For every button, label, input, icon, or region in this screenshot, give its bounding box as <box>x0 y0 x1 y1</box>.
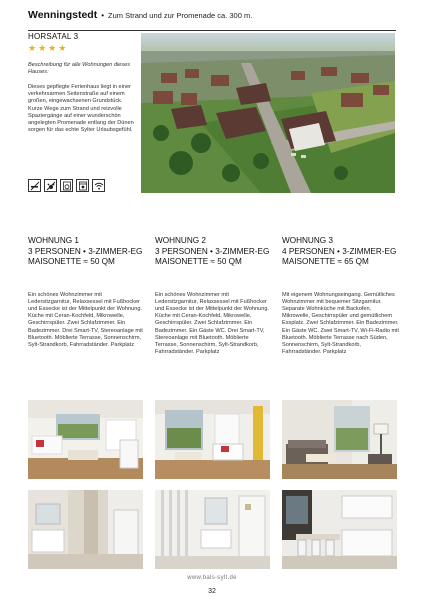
unit-3-kitchen-photo <box>282 490 397 569</box>
town-name: Wenningstedt <box>28 9 98 21</box>
aerial-photo <box>141 33 395 193</box>
dishwasher-icon <box>76 179 89 192</box>
star-rating <box>28 44 66 53</box>
unit-1-bathroom-photo <box>28 490 143 569</box>
star-icon: ★ <box>28 43 37 53</box>
unit-size: MAISONETTE ≈ 50 QM <box>28 257 115 266</box>
wifi-icon <box>92 179 105 192</box>
washing-machine-icon <box>60 179 73 192</box>
page-header <box>28 9 396 31</box>
unit-name: WOHNUNG 3 <box>282 236 333 245</box>
website-url: www.bals-sylt.de <box>187 575 237 581</box>
page-number: 32 <box>208 588 216 595</box>
unit-description: Mit eigenem Wohnungseingang. Gemütliches Wohnzimmer mit bequemer Sitzgarnitur. Separate Wohnküche mit Backofen, Mikrowelle, Geschirrspüler und gemütlichem Essplatz. Zwei Schlafzimmer. Ein Badezimmer. Ein Gäste WC. Zwei Smart-TV, Wi-Fi-Radio mit Bluetooth. Möblierte Terrasse nach Süden, Sonnenschirm, Sylt-Strandkorb, Fahrradständer. Parkplatz <box>282 291 399 356</box>
unit-description: Ein schönes Wohnzimmer mit Ledersitzgarnitur, Relaxsessel mit Fußhocker und Essecke ist der Mittelpunkt der Wohnung. Küche mit Ceran-Kochfeld, Mikrowelle, Geschirrspüler. Zwei Schlafzimmer. Ein Badezimmer. Drei Smart-TV, Stereoanlage mit Bluetooth. Möblierte Terrasse, Sonnenschirm, Sylt-Strandkorb, Fahrradständer. Parkplatz <box>28 291 143 348</box>
property-title: HORSATAL 3 <box>28 32 79 41</box>
unit-column-1 <box>28 236 146 349</box>
unit-persons-rooms: 4 PERSONEN • 3-ZIMMER-EG <box>282 246 397 256</box>
unit-size: MAISONETTE ≈ 65 QM <box>282 257 369 266</box>
unit-name: WOHNUNG 2 <box>155 236 206 245</box>
description-lead: Beschreibung für alle Wohnungen dieses Hauses: <box>28 62 130 76</box>
header-tagline: Zum Strand und zur Promenade ca. 300 m. <box>108 11 253 20</box>
no-smoking-icon <box>28 179 41 192</box>
header-separator: • <box>101 11 105 20</box>
aerial-photo-graphic <box>141 33 395 193</box>
unit-description: Ein schönes Wohnzimmer mit Ledersitzgarnitur, Relaxsessel mit Fußhocker und Essecke ist der Mittelpunkt der Wohnung. Küche mit Ceran-Kochfeld, Mikrowelle, Geschirrspüler. Zwei Schlafzimmer. Ein Badezimmer. Ein Gäste WC. Drei Smart-TV, Stereoanlage mit Bluetooth. Möblierte Terrasse, Sonnenschirm, Sylt-Strandkorb, Fahrradständer. Parkplatz <box>155 291 270 356</box>
unit-column-3 <box>282 236 400 356</box>
unit-persons-rooms: 3 PERSONEN • 3-ZIMMER-EG <box>155 246 270 256</box>
unit-1-living-room-photo <box>28 400 143 479</box>
property-description: Dieses gepflegte Ferienhaus liegt in einer verkehrsarmen Seitenstraße auf einem großen, eingewachsenen Grundstück. Kurze Wege zum Strand und reizvolle Spaziergänge auf einer wunderschön angelegten Promenade entlang der Dünen sorgen für das echte Sylter Urlaubsgefühl. <box>28 84 134 134</box>
unit-size: MAISONETTE ≈ 50 QM <box>155 257 242 266</box>
unit-name: WOHNUNG 1 <box>28 236 79 245</box>
unit-2-bathroom-photo <box>155 490 270 569</box>
unit-2-living-room-photo <box>155 400 270 479</box>
unit-column-2 <box>155 236 273 356</box>
amenity-icons <box>28 179 105 192</box>
no-pets-icon <box>44 179 57 192</box>
unit-3-living-room-photo <box>282 400 397 479</box>
star-icon: ★ <box>58 43 67 53</box>
star-icon: ★ <box>48 43 57 53</box>
star-icon: ★ <box>38 43 47 53</box>
unit-persons-rooms: 3 PERSONEN • 3-ZIMMER-EG <box>28 246 143 256</box>
